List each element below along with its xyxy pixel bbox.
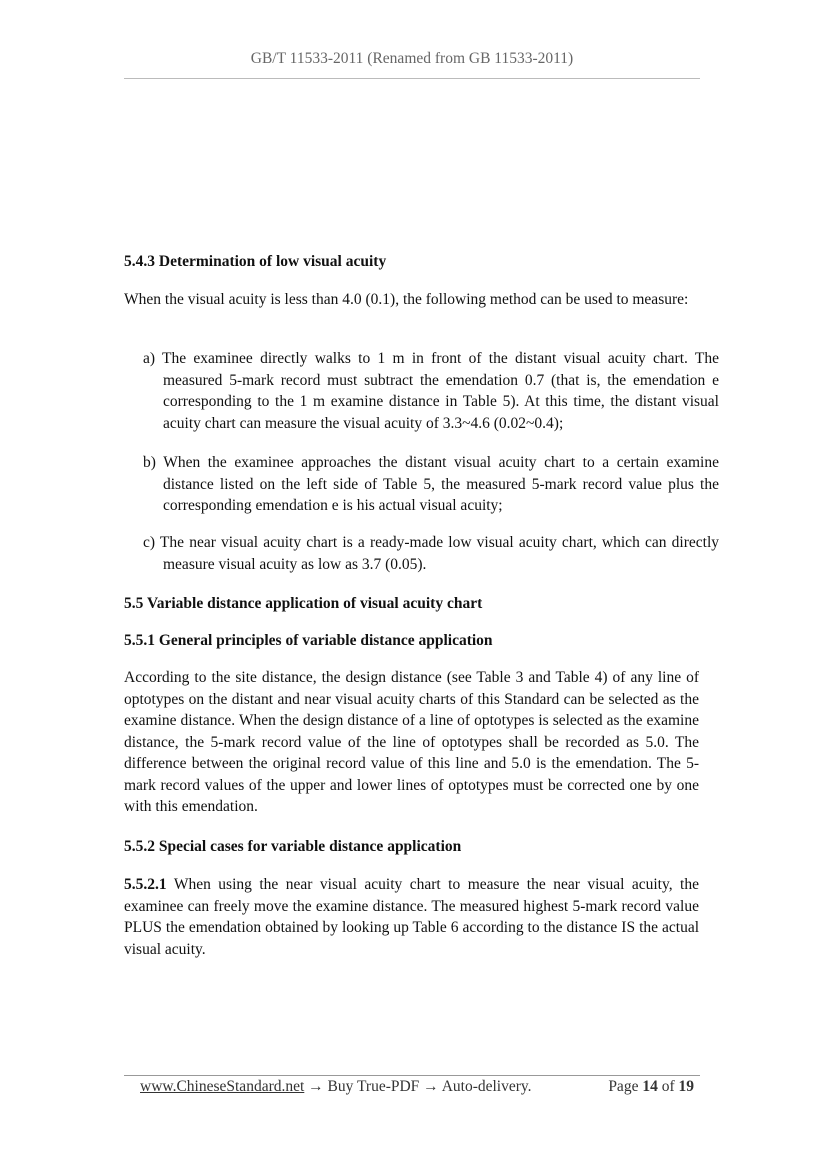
- page-header: GB/T 11533-2011 (Renamed from GB 11533-2011): [250, 50, 574, 67]
- paragraph-5-5-1: According to the site distance, the design distance (see Table 3 and Table 4) of any line of optotypes on the distant and near visual acuity charts of this Standard can be selected as the examine distance. When the design distance of a line of optotypes is selected as the examine distance, the 5-mark record value of the line of optotypes shall be recorded as 5.0. The difference between the original record value of this line and 5.0 is the emendation. The 5-mark record values of the upper and lower lines of optotypes must be corrected one by one with this emendation.: [124, 669, 699, 815]
- total-pages: 19: [678, 1078, 694, 1095]
- footer-rule: [124, 1075, 700, 1076]
- paragraph-5-5-2-1: [124, 874, 699, 960]
- header-rule: [124, 78, 700, 79]
- page-label: Page: [608, 1078, 639, 1095]
- page-footer: [140, 1078, 700, 1096]
- arrow-right-icon: →: [423, 1078, 439, 1095]
- page-number: [608, 1078, 694, 1096]
- paragraph-intro: When the visual acuity is less than 4.0 (0.1), the following method can be used to measure:: [124, 291, 689, 308]
- website-link[interactable]: www.ChineseStandard.net: [140, 1078, 305, 1095]
- list-item-c: c) The near visual acuity chart is a ready-made low visual acuity chart, which can directly measure visual acuity as low as 3.7 (0.05).: [143, 534, 719, 573]
- section-heading-5-4-3: 5.4.3 Determination of low visual acuity: [124, 253, 387, 270]
- clause-text: When using the near visual acuity chart to measure the near visual acuity, the examinee can freely move the examine distance. The measured highest 5-mark record value PLUS the emendation obtained by looking up Table 6 according to the distance IS the actual visual acuity.: [124, 876, 699, 958]
- list-item-b: b) When the examinee approaches the distant visual acuity chart to a certain examine distance listed on the left side of Table 5, the measured 5-mark record value plus the corresponding emendation e is his actual visual acuity;: [143, 454, 719, 514]
- section-heading-5-5-2: 5.5.2 Special cases for variable distance application: [124, 838, 462, 855]
- of-label: of: [661, 1078, 675, 1095]
- delivery-text: Auto-delivery.: [441, 1078, 532, 1095]
- arrow-right-icon: →: [308, 1078, 324, 1095]
- section-heading-5-5-1: 5.5.1 General principles of variable distance application: [124, 632, 493, 649]
- list-item-a: a) The examinee directly walks to 1 m in front of the distant visual acuity chart. The measured 5-mark record must subtract the emendation 0.7 (that is, the emendation e corresponding to the 1 m examine distance in Table 5). At this time, the distant visual acuity chart can measure the visual acuity of 3.3~4.6 (0.02~0.4);: [143, 350, 719, 432]
- current-page: 14: [642, 1078, 658, 1095]
- section-heading-5-5: 5.5 Variable distance application of visual acuity chart: [124, 595, 483, 612]
- buy-text: Buy True-PDF: [327, 1078, 420, 1095]
- clause-label: 5.5.2.1: [124, 876, 167, 893]
